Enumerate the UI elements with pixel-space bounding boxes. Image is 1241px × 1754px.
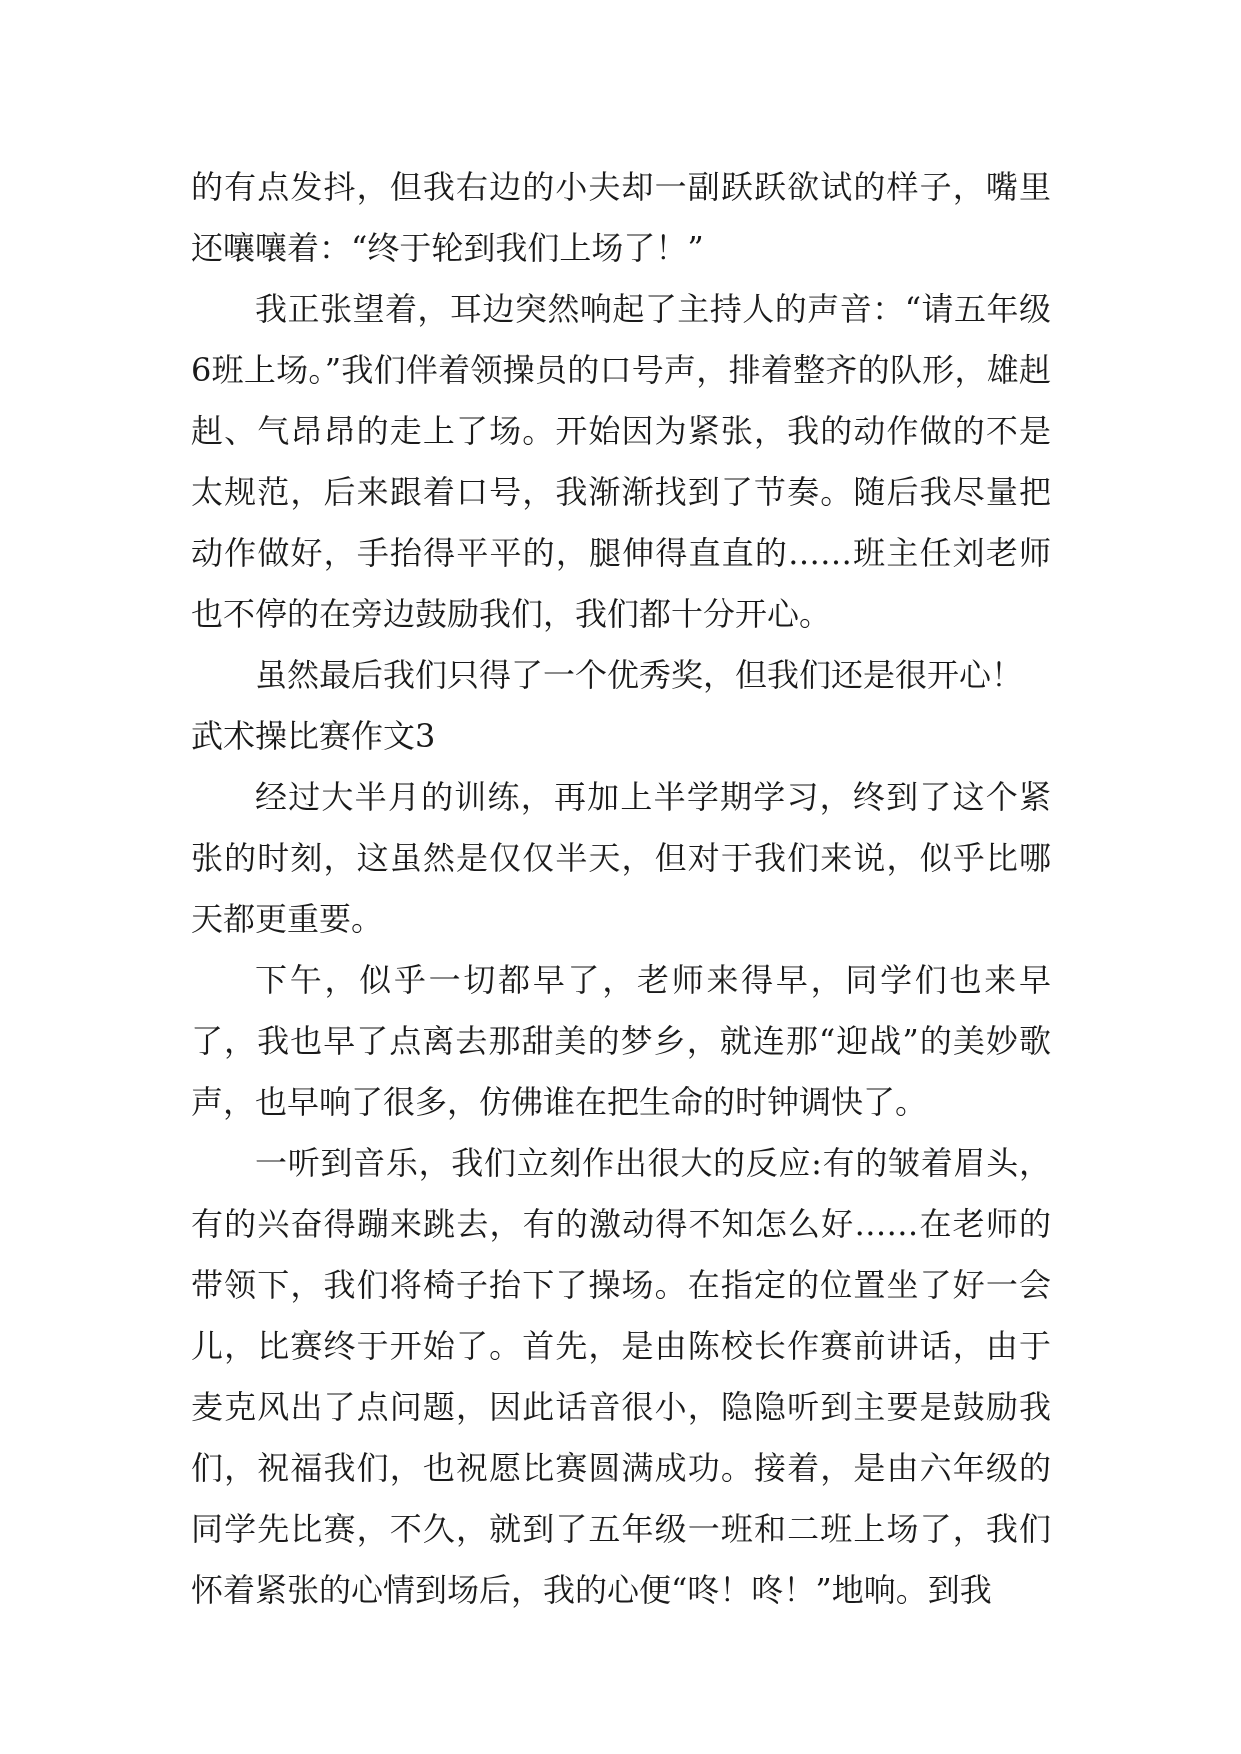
paragraph: 经过大半月的训练，再加上半学期学习，终到了这个紧张的时刻，这虽然是仅仅半天，但对于我们来说，似乎比哪天都更重要。 [191, 778, 1051, 938]
paragraph: 我正张望着，耳边突然响起了主持人的声音：“请五年级6班上场。”我们伴着领操员的口号声，排着整齐的队形，雄赳赳、气昂昂的走上了场。开始因为紧张，我的动作做的不是太规范，后来跟着口号，我渐渐找到了节奏。随后我尽量把动作做好，手抬得平平的，腿伸得直直的……班主任刘老师也不停的在旁边鼓励我们，我们都十分开心。 [191, 290, 1051, 633]
paragraph: 虽然最后我们只得了一个优秀奖，但我们还是很开心！ [255, 656, 1024, 694]
paragraph: 下午，似乎一切都早了，老师来得早，同学们也来早了，我也早了点离去那甜美的梦乡，就连那“迎战”的美妙歌声，也早响了很多，仿佛谁在把生命的时钟调快了。 [191, 961, 1051, 1121]
document-body [191, 157, 1051, 1621]
section-heading: 武术操比赛作文3 [191, 717, 436, 755]
paragraph-continuation: 的有点发抖，但我右边的小夫却一副跃跃欲试的样子，嘴里还嚷嚷着：“终于轮到我们上场了！” [191, 168, 1051, 267]
paragraph: 一听到音乐，我们立刻作出很大的反应:有的皱着眉头，有的兴奋得蹦来跳去，有的激动得不知怎么好……在老师的带领下，我们将椅子抬下了操场。在指定的位置坐了好一会儿，比赛终于开始了。首先，是由陈校长作赛前讲话，由于麦克风出了点问题，因此话音很小，隐隐听到主要是鼓励我们，祝福我们，也祝愿比赛圆满成功。接着，是由六年级的同学先比赛，不久，就到了五年级一班和二班上场了，我们怀着紧张的心情到场后，我的心便“咚！咚！”地响。到我 [191, 1144, 1051, 1609]
